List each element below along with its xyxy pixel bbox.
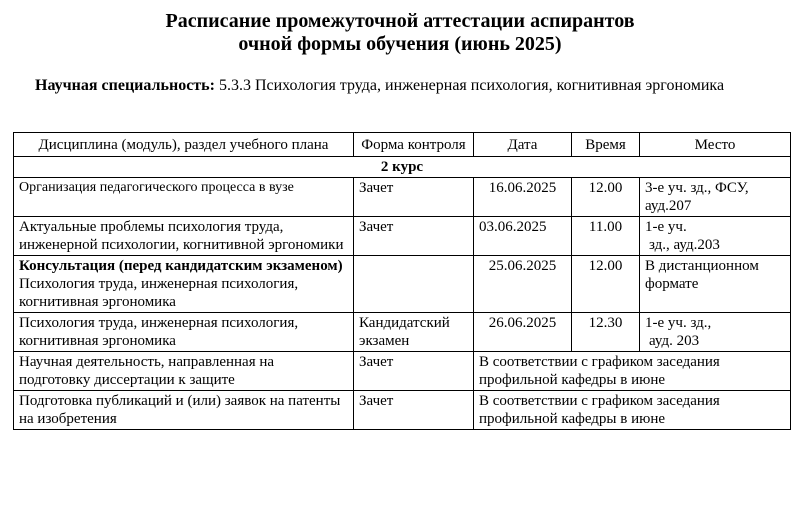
course-label: 2 курс xyxy=(14,157,791,178)
row-place xyxy=(640,313,791,352)
table-row xyxy=(14,256,791,313)
row-place xyxy=(640,217,791,256)
header-date: Дата xyxy=(474,133,572,157)
row-time: 12.00 xyxy=(572,256,640,313)
header-place: Место xyxy=(640,133,791,157)
row-place-line-1: 1-е уч. зд., xyxy=(645,315,712,331)
schedule-table xyxy=(13,132,791,430)
row-discipline-bold: Консультация (перед кандидатским экзаменом) xyxy=(19,258,343,274)
row-form: Зачет xyxy=(354,217,474,256)
course-row xyxy=(14,157,791,178)
row-place: 3-е уч. зд., ФСУ, ауд.207 xyxy=(640,178,791,217)
row-discipline: Актуальные проблемы психология труда, инженерной психологии, когнитивной эргономики xyxy=(14,217,354,256)
row-date: 03.06.2025 xyxy=(474,217,572,256)
header-row xyxy=(14,133,791,157)
specialty-value: 5.3.3 Психология труда, инженерная психология, когнитивная эргономика xyxy=(218,77,725,94)
row-place-line-2: ауд. 203 xyxy=(649,333,700,349)
row-discipline-text: Психология труда, инженерная психология, когнитивная эргономика xyxy=(19,276,299,310)
header-discipline: Дисциплина (модуль), раздел учебного плана xyxy=(14,133,354,157)
row-merged-note: В соответствии с графиком заседания профильной кафедры в июне xyxy=(474,391,791,430)
specialty-label: Научная специальность: xyxy=(35,77,215,94)
row-date: 16.06.2025 xyxy=(474,178,572,217)
header-time: Время xyxy=(572,133,640,157)
page-title xyxy=(0,10,800,56)
title-line-1: Расписание промежуточной аттестации аспирантов xyxy=(165,10,635,32)
row-discipline: Научная деятельность, направленная на подготовку диссертации к защите xyxy=(14,352,354,391)
row-discipline: Подготовка публикаций и (или) заявок на патенты на изобретения xyxy=(14,391,354,430)
row-discipline: Психология труда, инженерная психология, когнитивная эргономика xyxy=(14,313,354,352)
title-line-2: очной формы обучения (июнь 2025) xyxy=(238,33,562,55)
table-row xyxy=(14,178,791,217)
header-form: Форма контроля xyxy=(354,133,474,157)
specialty xyxy=(35,76,775,95)
row-discipline: Организация педагогического процесса в вузе xyxy=(14,178,354,217)
table-row xyxy=(14,217,791,256)
table-row xyxy=(14,391,791,430)
table-row xyxy=(14,313,791,352)
row-form xyxy=(354,256,474,313)
row-date: 25.06.2025 xyxy=(474,256,572,313)
row-form: Зачет xyxy=(354,178,474,217)
row-form: Зачет xyxy=(354,352,474,391)
row-date: 26.06.2025 xyxy=(474,313,572,352)
row-discipline xyxy=(14,256,354,313)
row-place-line-1: 1-е уч. xyxy=(645,219,687,235)
row-time: 12.30 xyxy=(572,313,640,352)
row-time: 12.00 xyxy=(572,178,640,217)
row-place-line-2: зд., ауд.203 xyxy=(649,237,720,253)
table-row xyxy=(14,352,791,391)
row-time: 11.00 xyxy=(572,217,640,256)
row-merged-note: В соответствии с графиком заседания профильной кафедры в июне xyxy=(474,352,791,391)
row-form: Зачет xyxy=(354,391,474,430)
row-form: Кандидатский экзамен xyxy=(354,313,474,352)
row-place: В дистанционном формате xyxy=(640,256,791,313)
